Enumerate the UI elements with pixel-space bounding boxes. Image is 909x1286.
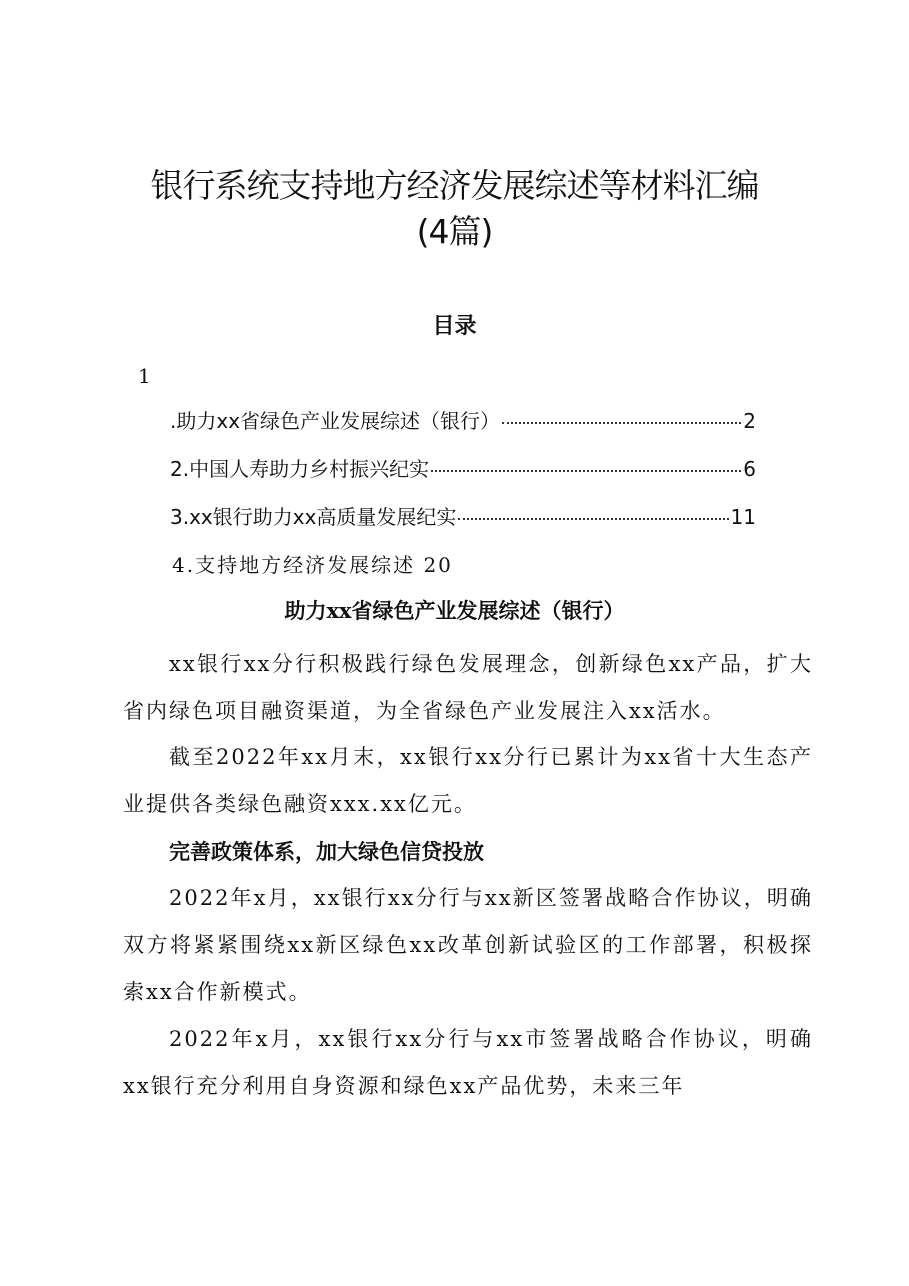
body-paragraph: 截至2022年xx月末，xx银行xx分行已累计为xx省十大生态产业提供各类绿色融资xxx.xx亿元。 (123, 745, 813, 816)
body-paragraph: xx银行xx分行积极践行绿色发展理念，创新绿色xx产品，扩大省内绿色项目融资渠道，为全省绿色产业发展注入xx活水。 (123, 652, 813, 723)
body-paragraph: 2022年x月，xx银行xx分行与xx市签署战略合作协议，明确xx银行充分利用自身资源和绿色xx产品优势，未来三年 (123, 1027, 813, 1098)
toc-entry[interactable] (170, 503, 756, 531)
body-paragraph: 2022年x月，xx银行xx分行与xx新区签署战略合作协议，明确双方将紧紧围绕xx新区绿色xx改革创新试验区的工作部署，积极探索xx合作新模式。 (123, 886, 813, 1004)
toc-entry-label: 3.xx银行助力xx高质量发展纪实 (170, 505, 457, 529)
document-title-line-1: 银行系统支持地方经济发展综述等材料汇编 (150, 166, 759, 205)
toc-dot-leader (431, 470, 741, 472)
toc-entry-plain[interactable]: 4.支持地方经济发展综述 20 (172, 553, 453, 577)
toc-entry-page: 11 (730, 505, 756, 529)
toc-heading: 目录 (432, 313, 477, 339)
section-heading: 助力xx省绿色产业发展综述（银行） (284, 598, 625, 623)
document-title-line-2: (4篇) (416, 212, 493, 251)
toc-entry[interactable] (170, 407, 756, 435)
toc-entry-page: 6 (743, 457, 756, 481)
toc-lead-number: 1 (138, 364, 151, 388)
toc-dot-leader (458, 518, 728, 520)
toc-entry[interactable] (170, 455, 756, 483)
toc-entry-label: 2.中国人寿助力乡村振兴纪实 (170, 457, 430, 481)
sub-heading: 完善政策体系，加大绿色信贷投放 (169, 840, 484, 864)
toc-entry-label: .助力xx省绿色产业发展综述（银行） (170, 409, 501, 433)
toc-entry-page: 2 (743, 409, 756, 433)
toc-dot-leader (502, 422, 741, 424)
